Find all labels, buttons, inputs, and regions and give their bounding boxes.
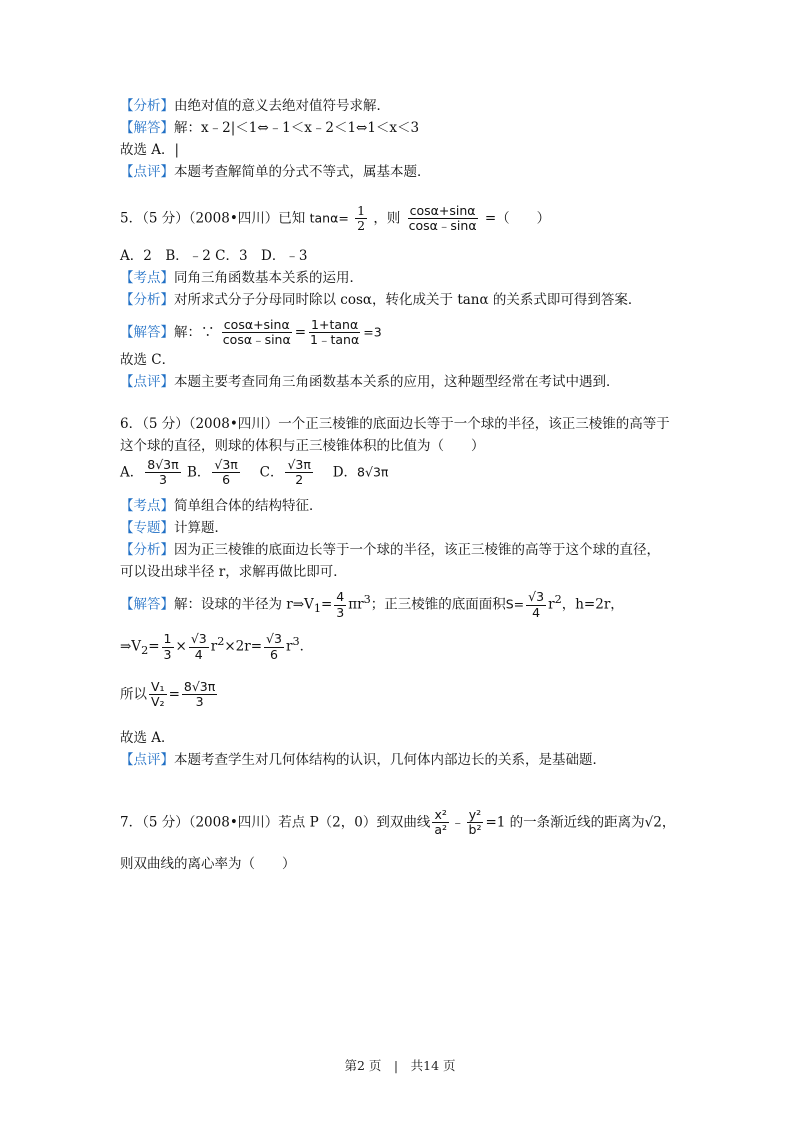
q5-options: A．2 B．﹣2 C．3 D．﹣3 (120, 248, 308, 264)
q6-sol3-fraction-2 (182, 680, 217, 710)
q5-then: ，则 (373, 210, 401, 227)
q6-sol2-sup2: 3 (292, 635, 300, 648)
q6-sol1-sub: 1 (313, 602, 321, 616)
q6-solution-line-1 (120, 590, 624, 620)
q6-option-c-label: C． (259, 464, 284, 481)
q6-sol2-g: ． (299, 638, 314, 655)
q6-sol2-f3-den: 6 (270, 646, 278, 662)
q6-sol2-d: r (210, 638, 218, 655)
q6-option-a-label: A． (120, 464, 144, 481)
q5-comment-line (120, 372, 620, 392)
q7-fraction-x (432, 808, 449, 838)
q6-sol3-b: = (168, 686, 180, 703)
q4-comment-text: 本题考查解简单的分式不等式，属基本题． (174, 164, 431, 180)
q6-solution-line-2 (120, 632, 313, 662)
q4-analysis-line (120, 96, 390, 116)
q7-f2-den: b² (468, 822, 482, 838)
q5-sol-fraction-1 (221, 318, 293, 348)
comment-label: 【点评】 (120, 374, 174, 390)
q5-expr-fraction (407, 204, 479, 234)
q6-sol2-f3-num: √3 (266, 631, 282, 647)
analysis-label: 【分析】 (120, 98, 174, 114)
q5-expr-num: cosα+sinα (409, 203, 476, 218)
q6-sol3-a: 所以 (120, 686, 147, 703)
q5-stem (120, 204, 550, 234)
q6-sol2-sub: 2 (141, 644, 149, 658)
q6-option-c-num: √3π (287, 457, 311, 472)
q6-option-c-fraction (285, 458, 312, 488)
q6-sol1-sup2: 2 (554, 593, 562, 606)
q5-solution-line (120, 318, 382, 348)
topic-label: 【专题】 (120, 520, 174, 536)
q6-sol2-e: ×2r= (224, 638, 263, 655)
q6-sol3-f1-num: V₁ (151, 679, 165, 694)
q6-sol2-c: × (175, 638, 187, 655)
q5-analysis-line (120, 290, 641, 310)
q6-sol1-b: = (320, 596, 333, 613)
q6-sol2-a: ⇒V (120, 638, 142, 655)
q7-stem-line-2: 则双曲线的离心率为（ ） (120, 856, 296, 872)
q7-fraction-y (467, 808, 484, 838)
q6-sol3-f1-den: V₂ (151, 694, 165, 710)
solution-label: 【解答】 (120, 120, 174, 136)
q7-minus: ﹣ (451, 814, 465, 831)
q5-sol-result: =3 (363, 324, 382, 340)
q6-sol1-sup: 3 (363, 593, 371, 606)
q6-sol2-fraction-1 (162, 632, 174, 662)
q5-sol-prefix: 解：∵ (174, 324, 215, 341)
q6-sol2-b: = (148, 638, 160, 655)
comment-label: 【点评】 (120, 752, 174, 768)
q4-analysis-text: 由绝对值的意义去绝对值符号求解． (174, 98, 390, 114)
q6-sol2-fraction-3 (264, 632, 284, 662)
q7-line1-a: 7．（5 分）（2008•四川）若点 P（2，0）到双曲线 (120, 814, 431, 831)
q6-sol2-fraction-2 (189, 632, 209, 662)
q7-line1-b: =1 的一条渐近线的距离为√2， (485, 814, 676, 831)
q6-choice: 故选 A． (120, 730, 175, 746)
q5-header: 5．（5 分）（2008•四川）已知 (120, 210, 306, 227)
q6-option-a-den: 3 (158, 472, 167, 488)
q7-f1-num: x² (434, 807, 447, 822)
keypoint-label: 【考点】 (120, 270, 174, 286)
q6-sol1-f: r (548, 596, 555, 613)
q6-sol3-fraction-1 (149, 680, 167, 710)
q6-sol1-fraction (334, 590, 346, 620)
q6-analysis-line-1 (120, 540, 660, 560)
analysis-label: 【分析】 (120, 292, 174, 308)
q5-sol-fraction-2 (308, 318, 361, 348)
q6-topic-line (120, 518, 228, 538)
q6-solution-line-3 (120, 680, 219, 710)
q7-f1-den: a² (434, 822, 448, 838)
q4-comment-line (120, 162, 431, 182)
q6-option-d-label: D． (332, 464, 358, 481)
q5-sol-eq: = (294, 324, 307, 341)
q6-sol1-frac2-num: √3 (528, 589, 545, 605)
q5-sol-den1: cosα﹣sinα (222, 332, 291, 348)
q5-given-num: 1 (357, 203, 366, 218)
q6-sol2-f2-num: √3 (190, 631, 207, 647)
solution-label: 【解答】 (120, 324, 174, 341)
q6-stem-line-2: 这个球的直径，则球的体积与正三棱锥体积的比值为（ ） (120, 438, 485, 454)
q6-sol2-f: r (285, 638, 293, 655)
q5-sol-den2: 1﹣tanα (310, 332, 360, 348)
keypoint-label: 【考点】 (120, 498, 174, 514)
q5-given-fraction (355, 204, 367, 234)
q6-analysis-text-1: 因为正三棱锥的底面边长等于一个球的半径，该正三棱锥的高等于这个球的直径， (174, 542, 660, 558)
q6-sol1-frac2-den: 4 (532, 604, 541, 620)
q7-stem-line-1 (120, 808, 675, 838)
solution-label: 【解答】 (120, 596, 174, 613)
analysis-label: 【分析】 (120, 542, 174, 558)
q5-analysis-text: 对所求式分子分母同时除以 cosα，转化成关于 tanα 的关系式即可得到答案． (174, 292, 642, 308)
q6-option-b-den: 6 (222, 472, 231, 488)
q4-solution-line (120, 118, 419, 138)
q5-keypoint-text: 同角三角函数基本关系的运用． (174, 270, 363, 286)
q6-option-b-fraction (212, 458, 239, 488)
q6-options (120, 458, 388, 488)
q6-topic-text: 计算题． (174, 520, 228, 536)
q5-choice: 故选 C． (120, 352, 176, 368)
q6-sol3-f2-num: 8√3π (183, 679, 216, 694)
q6-analysis-line-2: 可以设出球半径 r，求解再做比即可． (120, 564, 347, 580)
q6-sol1-frac-num: 4 (336, 589, 345, 605)
q6-stem-line-1: 6．（5 分）（2008•四川）一个正三棱锥的底面边长等于一个球的半径，该正三棱锥的高等于 (120, 416, 670, 432)
q6-keypoint-line (120, 496, 323, 516)
q5-expr-den: cosα﹣sinα (408, 218, 477, 234)
q6-option-a-num: 8√3π (147, 457, 179, 472)
q5-tail: =（ ） (484, 210, 551, 227)
q6-sol2-f1-num: 1 (163, 631, 172, 647)
q6-sol1-e: S= (505, 596, 525, 612)
q6-sol2-f1-den: 3 (163, 646, 172, 662)
comment-label: 【点评】 (120, 164, 174, 180)
q5-sol-num1: cosα+sinα (223, 317, 290, 332)
q6-option-a-fraction (145, 458, 180, 488)
q5-tan: tanα= (309, 210, 349, 226)
q6-comment-line (120, 750, 606, 770)
q5-given-den: 2 (357, 218, 366, 234)
q6-sol1-frac-den: 3 (336, 604, 345, 620)
q6-option-b-num: √3π (214, 457, 238, 472)
q4-choice-line: 故选 A．| (120, 142, 180, 158)
q6-sol3-f2-den: 3 (195, 694, 204, 710)
q6-comment-text: 本题考查学生对几何体结构的认识，几何体内部边长的关系，是基础题． (174, 752, 606, 768)
q6-option-d-value: 8√3π (357, 464, 389, 480)
q6-sol1-c: πr (348, 596, 364, 613)
q6-sol2-f2-den: 4 (194, 646, 203, 662)
q6-keypoint-text: 简单组合体的结构特征． (174, 498, 323, 514)
q5-keypoint-line (120, 268, 363, 288)
q6-sol1-g: ，h=2r， (561, 596, 624, 613)
q7-f2-num: y² (468, 807, 482, 822)
q4-solution-text: 解：x﹣2|＜1⇔﹣1＜x﹣2＜1⇔1＜x＜3 (174, 120, 420, 136)
q6-sol1-fraction-2 (526, 590, 546, 620)
q6-option-c-den: 2 (295, 472, 304, 488)
q5-sol-num2: 1+tanα (311, 317, 359, 332)
q6-sol2-sup: 2 (217, 635, 225, 648)
q6-sol1-d: ；正三棱锥的底面面积 (370, 596, 506, 613)
page-footer: 第2 页 | 共14 页 (344, 1058, 456, 1073)
q6-option-b-label: B． (186, 464, 211, 481)
q5-comment-text: 本题主要考查同角三角函数基本关系的应用，这种题型经常在考试中遇到． (174, 374, 620, 390)
q6-sol1-a: 解：设球的半径为 r⇒V (174, 596, 314, 613)
